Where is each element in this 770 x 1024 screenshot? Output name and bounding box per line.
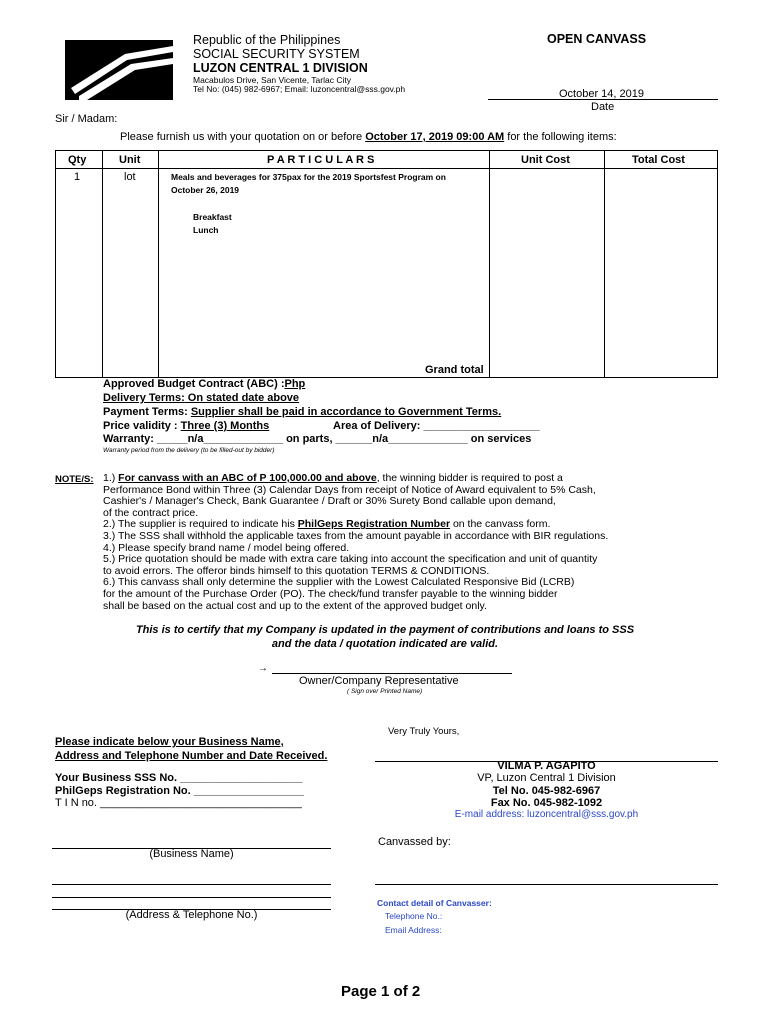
payment-line: [103, 406, 501, 418]
note-3: 3.) The SSS shall withhold the applicable taxes from the amount payable in accordance with BIR regulations.: [103, 529, 609, 542]
document-title: OPEN CANVASS: [547, 32, 647, 46]
canvasser-email-label: Email Address:: [385, 925, 442, 935]
warranty-line: [103, 433, 531, 445]
note-6-line3: shall be based on the actual cost and up to the extent of the approved budget only.: [103, 599, 487, 612]
header-contact: Tel No: (045) 982-6967; Email: luzoncentral@sss.gov.ph: [193, 84, 406, 94]
address-line: [52, 897, 331, 898]
area-line: [333, 420, 540, 432]
page-number: Page 1 of 2: [341, 983, 421, 1000]
warranty-parts-suffix: on parts,: [283, 433, 336, 445]
note-1-rest: , the winning bidder is required to post a: [376, 472, 563, 484]
col-header-qty: Qty: [68, 154, 87, 166]
canvasser-tel-label: Telephone No.:: [385, 911, 443, 921]
canvasser-line: [375, 884, 718, 885]
cell-desc-line1: Meals and beverages for 375pax for the 2019 Sportsfest Program on: [171, 172, 446, 182]
note-1-line1: [103, 473, 663, 485]
header-agency: SOCIAL SECURITY SYSTEM: [193, 47, 360, 61]
owner-label: Owner/Company Representative: [299, 675, 459, 687]
certification-line1: This is to certify that my Company is updated in the payment of contributions and loans to SSS: [135, 624, 635, 636]
note-1-line3: Cashier's / Manager's Check, Bank Guarantee / Draft or 30% Surety Bond callable upon demand,: [103, 495, 556, 508]
warranty-parts: _____n/a_____________: [157, 433, 284, 445]
cell-qty: 1: [74, 171, 81, 183]
business-philgeps-field: PhilGeps Registration No. __________________: [55, 784, 304, 797]
grand-total-label: Grand total: [425, 364, 484, 376]
business-instruction-line1: Please indicate below your Business Name,: [55, 736, 284, 748]
note-1-line2: Performance Bond within Three (3) Calendar Days from receipt of Notice of Award equivalent to 5% Cash,: [103, 483, 596, 496]
col-header-total-cost: Total Cost: [632, 154, 685, 166]
warranty-note: Warranty period from the delivery (to be filled-out by bidder): [103, 447, 275, 454]
notes-label: NOTE/S:: [55, 474, 94, 485]
quotation-request: [120, 131, 617, 143]
arrow-icon: →: [258, 663, 268, 674]
table-divider: [489, 151, 490, 377]
header-republic: Republic of the Philippines: [193, 33, 341, 47]
business-instruction: [55, 736, 327, 763]
sign-note: ( Sign over Printed Name): [347, 688, 423, 695]
col-header-unit-cost: Unit Cost: [521, 154, 570, 166]
signatory-email: E-mail address: luzoncentral@sss.gov.ph: [454, 809, 639, 821]
delivery-value: On stated date above: [184, 392, 300, 404]
address-telephone-label: (Address & Telephone No.): [125, 909, 258, 921]
note-1-bold: For canvass with an ABC of P 100,000.00 and above: [118, 472, 377, 484]
business-tin-field: T I N no. _________________________________: [55, 797, 302, 809]
abc-value: Php: [284, 378, 306, 390]
col-header-particulars: P A R T I C U L A R S: [267, 154, 375, 166]
table-divider: [158, 151, 159, 377]
business-name-label: (Business Name): [149, 848, 234, 860]
col-header-unit: Unit: [119, 154, 141, 166]
abc-line: [103, 378, 305, 390]
payment-label: Payment Terms:: [103, 406, 191, 418]
note-1-prefix: 1.): [103, 472, 119, 484]
validity-value: Three (3) Months: [180, 420, 270, 432]
header-address: Macabulos Drive, San Vicente, Tarlac City: [193, 75, 351, 85]
note-2-bold: PhilGeps Registration Number: [297, 518, 451, 531]
cell-item-lunch: Lunch: [193, 225, 219, 235]
business-sss-field: Your Business SSS No. ____________________: [55, 772, 303, 784]
note-2-rest: on the canvass form.: [450, 518, 551, 531]
note-5-line1: 5.) Price quotation should be made with extra care taking into account the specification and unit of quantity: [103, 553, 598, 566]
note-2-prefix: 2.) The supplier is required to indicate his: [103, 518, 298, 531]
request-deadline: October 17, 2019 09:00 AM: [365, 131, 505, 143]
request-prefix: Please furnish us with your quotation on or before: [120, 131, 366, 143]
business-instruction-line2: Address and Telephone Number and Date Received.: [55, 749, 328, 762]
table-divider: [604, 151, 605, 377]
cell-unit: lot: [124, 171, 136, 183]
sss-logo: [65, 40, 173, 100]
note-4: 4.) Please specify brand name / model being offered.: [103, 541, 350, 554]
table-divider: [102, 151, 103, 377]
closing: Very Truly Yours,: [388, 726, 460, 737]
area-label: Area of Delivery:: [333, 420, 424, 432]
abc-label: Approved Budget Contract (ABC) :: [103, 378, 285, 390]
canvasser-contact-label: Contact detail of Canvasser:: [377, 898, 492, 908]
request-suffix: for the following items:: [504, 131, 617, 143]
date-line: [488, 99, 718, 100]
note-6-line1: 6.) This canvass shall only determine the supplier with the Lowest Calculated Responsive Bid (LCRB): [103, 576, 575, 589]
validity-label: Price validity :: [103, 420, 181, 432]
business-info: [55, 772, 304, 810]
delivery-line: [103, 392, 299, 404]
note-5-line2: to avoid errors. The offeror binds himself to this quotation TERMS & CONDITIONS.: [103, 564, 490, 577]
signatory-tel: Tel No. 045-982-6967: [492, 784, 601, 797]
document-date: October 14, 2019: [559, 88, 645, 100]
canvassed-by-label: Canvassed by:: [378, 836, 451, 848]
owner-signature-line: [272, 673, 512, 674]
note-6-line2: for the amount of the Purchase Order (PO). The check/fund transfer payable to the winning bidder: [103, 587, 558, 600]
certification: [55, 624, 715, 651]
signatory-position: VP, Luzon Central 1 Division: [477, 772, 616, 785]
salutation: Sir / Madam:: [55, 113, 118, 125]
notes-list: [103, 473, 663, 612]
cell-desc-line2: October 26, 2019: [171, 185, 240, 195]
delivery-label: Delivery Terms:: [103, 392, 185, 404]
cell-item-breakfast: Breakfast: [193, 212, 232, 222]
date-label: Date: [591, 101, 615, 113]
area-value: ___________________: [423, 420, 540, 432]
payment-value: Supplier shall be paid in accordance to Government Terms.: [190, 406, 502, 418]
table-header-divider: [56, 168, 717, 169]
warranty-label: Warranty:: [103, 433, 157, 445]
signatory-block: [375, 760, 718, 821]
validity-line: [103, 420, 269, 432]
signatory-fax: Fax No. 045-982-1092: [490, 796, 603, 809]
note-1-line4: of the contract price.: [103, 506, 199, 519]
signatory-name: VILMA P. AGAPITO: [497, 760, 596, 772]
address-line: [52, 884, 331, 885]
items-table: [55, 150, 718, 378]
header-division: LUZON CENTRAL 1 DIVISION: [193, 61, 368, 75]
certification-line2: and the data / quotation indicated are valid.: [271, 637, 499, 650]
warranty-services: ______n/a_____________: [335, 433, 468, 445]
warranty-services-suffix: on services: [467, 433, 532, 445]
